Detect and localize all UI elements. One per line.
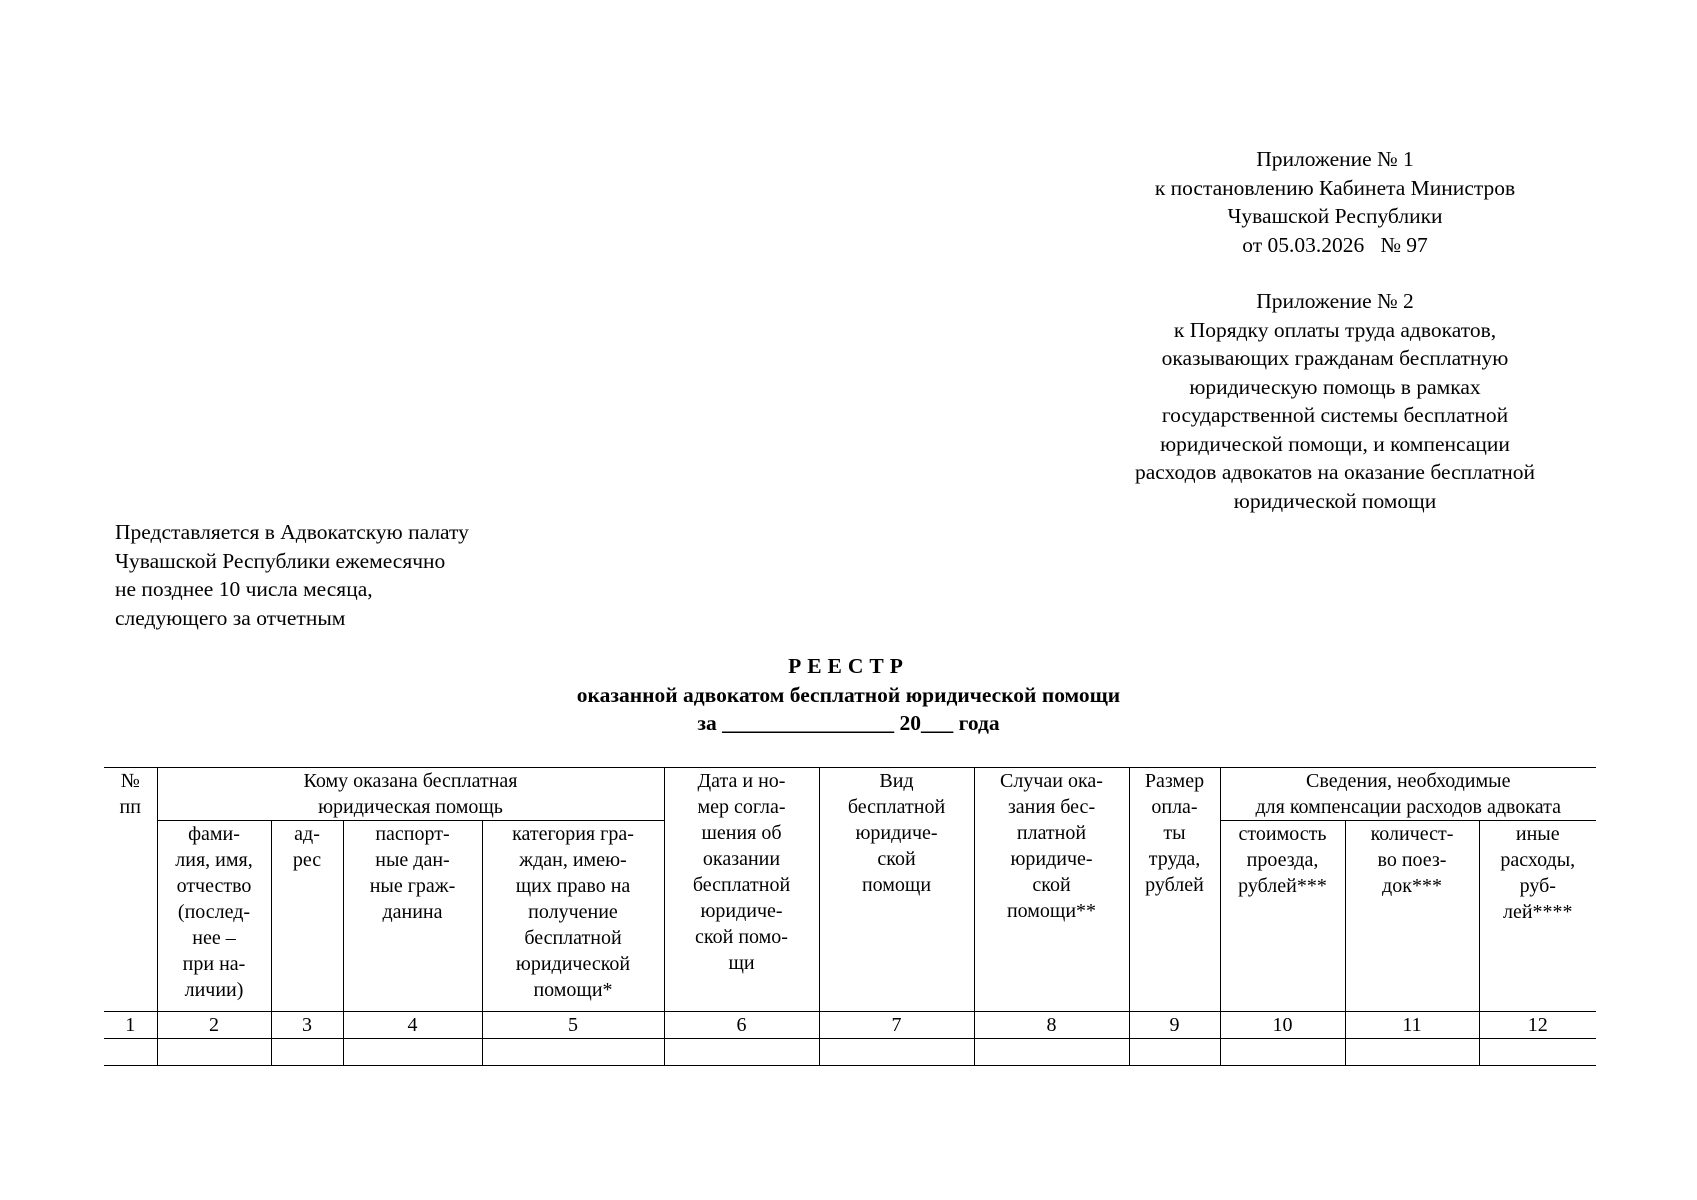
annex-2-line: государственной системы бесплатной [1161,403,1509,427]
annex-1-line: от 05.03.2026 № 97 [1242,232,1428,257]
header-payment: Размер опла- ты труда, рублей [1129,768,1220,1012]
table-cell [974,1039,1129,1066]
table-cell [1345,1039,1479,1066]
header-type: Вид бесплатной юридиче- ской помощи [819,768,974,1012]
header-travel-cost: стоимость проезда, рублей*** [1220,821,1345,1012]
annex-2-line: юридическую помощь в рамках [1189,374,1481,399]
header-name: фами- лия, имя, отчество (послед- нее – при на- личии) [157,821,271,1012]
column-number: 3 [271,1012,343,1039]
header-compensation-group: Сведения, необходимые для компенсации расходов адвоката [1220,768,1596,821]
header-recipient-group: Кому оказана бесплатная юридическая помощь [157,768,664,821]
header-num: № пп [104,768,157,1012]
annex-1-header [1080,145,1590,259]
column-number: 10 [1220,1012,1345,1039]
table-cell [1220,1039,1345,1066]
column-number: 12 [1479,1012,1596,1039]
submission-note [115,518,469,632]
document-title [0,652,1697,738]
annex-2-line: оказывающих гражданам бесплатную [1161,346,1509,370]
header-agreement: Дата и но- мер согла- шения об оказании бесплатной юридиче- ской помо- щи [664,768,819,1012]
table-cell [343,1039,482,1066]
registry-subtitle: оказанной адвокатом бесплатной юридической помощи [576,682,1121,707]
annex-1-line: Приложение № 1 [1256,147,1414,171]
column-number: 9 [1129,1012,1220,1039]
registry-heading: РЕЕСТР [788,654,909,678]
column-number-row [104,1012,1596,1039]
column-number: 8 [974,1012,1129,1039]
submission-note-line: Представляется в Адвокатскую палату [115,520,469,544]
table-cell [1129,1039,1220,1066]
annex-2-line: к Порядку оплаты труда адвокатов, [1173,317,1497,342]
annex-1-line: Чувашской Республики [1227,204,1443,228]
annex-2-header [1080,287,1590,515]
annex-2-line: Приложение № 2 [1256,289,1414,313]
column-number: 11 [1345,1012,1479,1039]
header-other: иные расходы, руб- лей**** [1479,821,1596,1012]
header-trips: количест- во поез- док*** [1345,821,1479,1012]
submission-note-line: следующего за отчетным [115,605,346,630]
table-cell [1479,1039,1596,1066]
table-header-row [104,768,1596,821]
column-number: 2 [157,1012,271,1039]
column-number: 7 [819,1012,974,1039]
header-cases: Случаи ока- зания бес- платной юридиче- ской помощи** [974,768,1129,1012]
column-number: 4 [343,1012,482,1039]
header-passport: паспорт- ные дан- ные граж- данина [343,821,482,1012]
table-cell [819,1039,974,1066]
table-cell [482,1039,664,1066]
column-number: 1 [104,1012,157,1039]
table-cell [104,1039,157,1066]
table-row [104,1039,1596,1066]
annex-1-line: к постановлению Кабинета Министров [1154,175,1516,200]
annex-2-line: юридической помощи, и компенсации [1160,431,1510,456]
table-cell [271,1039,343,1066]
column-number: 6 [664,1012,819,1039]
table-cell [157,1039,271,1066]
registry-table [104,767,1596,1066]
submission-note-line: не позднее 10 числа месяца, [115,577,373,601]
submission-note-line: Чувашской Республики ежемесячно [115,548,446,573]
annex-2-line: юридической помощи [1233,488,1437,513]
registry-period: за ________________ 20___ года [697,711,1000,735]
annex-2-line: расходов адвокатов на оказание бесплатной [1134,460,1536,484]
column-number: 5 [482,1012,664,1039]
table-cell [664,1039,819,1066]
header-address: ад- рес [271,821,343,1012]
header-category: категория гра- ждан, имею- щих право на получение бесплатной юридической помощи* [482,821,664,1012]
